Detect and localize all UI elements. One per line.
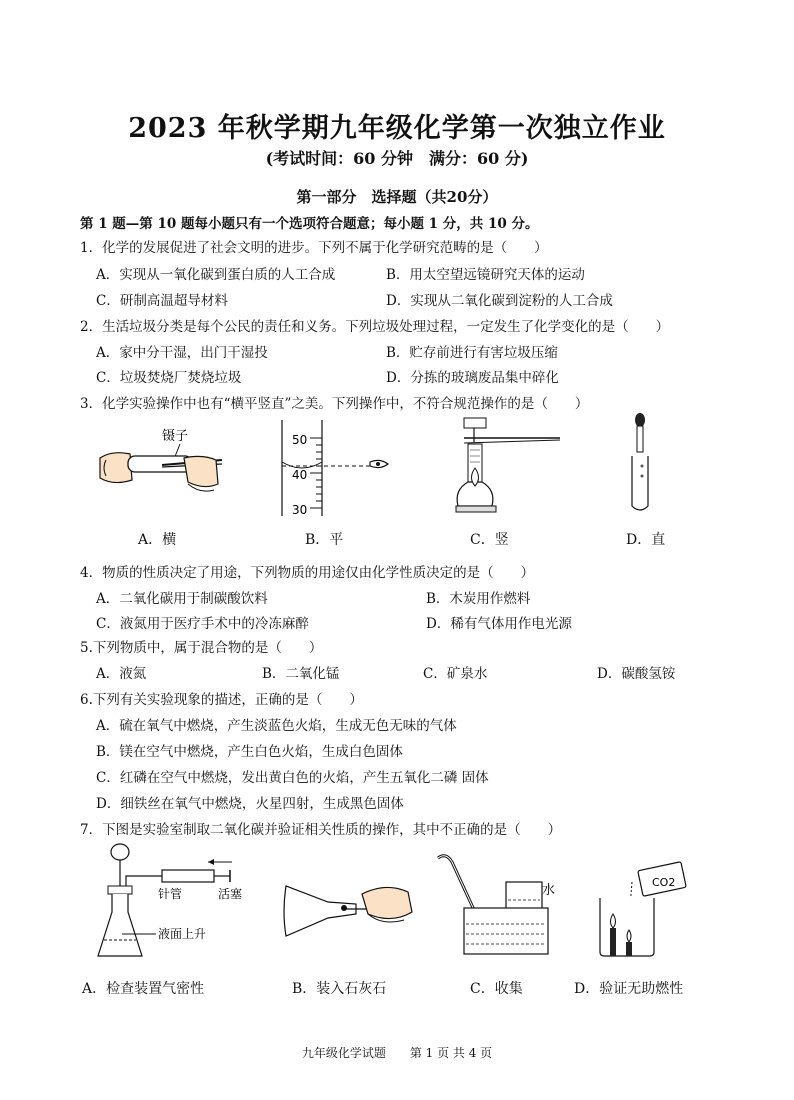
question-2-option-b: B．贮存前进行有害垃圾压缩	[386, 345, 558, 361]
page-title: 2023 年秋学期九年级化学第一次独立作业	[128, 113, 666, 144]
section-heading: 第一部分 选择题（共20分）	[296, 188, 498, 206]
figure-7c-caption: C．收集	[470, 981, 523, 997]
figure-7a-airtightness-check	[96, 842, 256, 966]
scale-label-30: 30	[292, 503, 308, 517]
question-5-option-c: C．矿泉水	[423, 666, 488, 682]
label-tweezers: 镊子	[162, 429, 189, 444]
question-5-option-d: D．碳酸氢铵	[597, 666, 676, 682]
question-3-stem: 3．化学实验操作中也有“横平竖直”之美。下列操作中，不符合规范操作的是（ ）	[80, 396, 589, 412]
question-4-stem: 4．物质的性质决定了用途，下列物质的用途仅由化学性质决定的是（ ）	[80, 565, 535, 581]
figure-3d-dropper-test-tube	[620, 410, 660, 520]
question-2-stem: 2．生活垃圾分类是每个公民的责任和义务。下列垃圾处理过程，一定发生了化学变化的是（ ）	[80, 319, 670, 335]
figure-7b-caption: B．装入石灰石	[292, 981, 387, 997]
question-7-stem: 7．下图是实验室制取二氧化碳并验证相关性质的操作，其中不正确的是（ ）	[80, 822, 562, 838]
figure-3a-tweezers-illustration	[92, 420, 232, 520]
section-instruction: 第 1 题—第 10 题每小题只有一个选项符合题意；每小题 1 分，共 10 分。	[80, 216, 539, 232]
scale-label-50: 50	[292, 433, 308, 447]
label-liquid-rise: 液面上升	[158, 927, 207, 941]
label-water: 水	[542, 883, 556, 898]
figure-3b-caption: B．平	[305, 532, 344, 548]
question-2-option-a: A．家中分干湿，出门干湿投	[96, 345, 268, 361]
question-1-option-a: A．实现从一氧化碳到蛋白质的人工合成	[96, 267, 336, 283]
label-needle: 针管	[158, 887, 183, 901]
question-5-option-b: B．二氧化锰	[262, 666, 340, 682]
question-1-option-d: D．实现从二氧化碳到淀粉的人工合成	[386, 293, 613, 309]
exam-info: (考试时间：60 分钟 满分：60 分)	[265, 149, 529, 168]
question-6-option-c: C．红磷在空气中燃烧，发出黄白色的火焰，产生五氧化二磷 固体	[96, 770, 489, 786]
question-4-option-c: C．液氮用于医疗手术中的冷冻麻醉	[96, 616, 309, 632]
question-1-option-c: C．研制高温超导材料	[96, 293, 228, 309]
question-4-option-d: D．稀有气体用作电光源	[426, 616, 572, 632]
figure-3d-caption: D．直	[626, 532, 666, 548]
figure-3c-caption: C．竖	[470, 532, 509, 548]
label-piston: 活塞	[218, 887, 243, 901]
figure-3a-caption: A．横	[138, 532, 177, 548]
figure-7b-loading-limestone	[282, 872, 422, 946]
question-2-option-d: D．分拣的玻璃废品集中碎化	[386, 370, 559, 386]
question-6-option-b: B．镁在空气中燃烧，产生白色火焰，生成白色固体	[96, 744, 403, 760]
question-4-option-b: B．木炭用作燃料	[426, 591, 531, 607]
figure-7d-co2-combustion-test	[596, 852, 696, 962]
question-6-stem: 6.下列有关实验现象的描述，正确的是（ ）	[80, 692, 363, 708]
question-5-option-a: A．液氮	[96, 666, 147, 682]
figure-3b-graduated-cylinder	[282, 418, 402, 518]
question-1-option-b: B．用太空望远镜研究天体的运动	[386, 267, 585, 283]
figure-7c-collection	[436, 852, 556, 962]
figure-7d-caption: D．验证无助燃性	[574, 981, 684, 997]
question-6-option-a: A．硫在氧气中燃烧，产生淡蓝色火焰，生成无色无味的气体	[96, 718, 457, 734]
scale-label-40: 40	[292, 468, 308, 482]
question-1-stem: 1．化学的发展促进了社会文明的进步。下列不属于化学研究范畴的是（ ）	[80, 240, 548, 256]
page-footer: 九年级化学试题 第 1 页 共 4 页	[301, 1046, 493, 1060]
question-6-option-d: D．细铁丝在氧气中燃烧，火星四射，生成黑色固体	[96, 796, 404, 812]
figure-7a-caption: A．检查装置气密性	[82, 981, 205, 997]
question-4-option-a: A．二氧化碳用于制碳酸饮料	[96, 591, 268, 607]
label-co2: CO2	[652, 876, 676, 889]
question-2-option-c: C．垃圾焚烧厂焚烧垃圾	[96, 370, 242, 386]
figure-3c-heating-apparatus	[450, 416, 570, 518]
question-5-stem: 5.下列物质中，属于混合物的是（ ）	[80, 640, 323, 656]
